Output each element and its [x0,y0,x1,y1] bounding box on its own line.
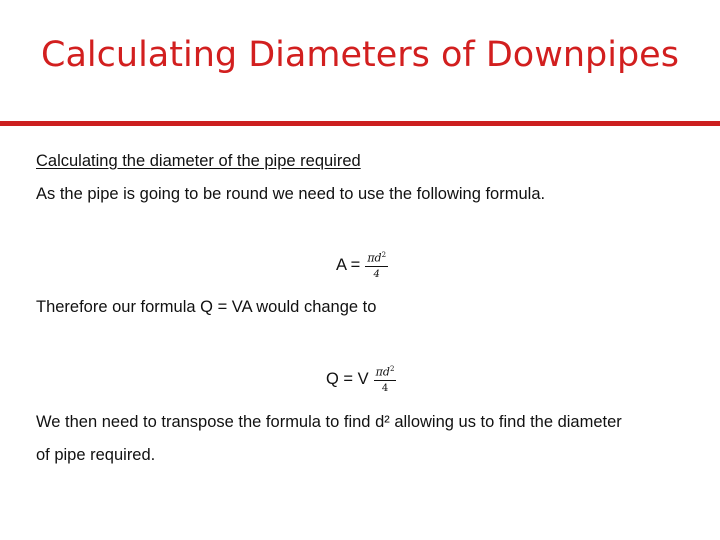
conclusion-text-line-1: We then need to transpose the formula to find d² allowing us to find the diameter [36,413,622,431]
area-formula-fraction [365,252,388,280]
area-formula-denominator: 4 [373,268,380,280]
flow-numerator-exponent: 2 [389,365,395,373]
transition-text: Therefore our formula Q = VA would change to [36,298,377,316]
flow-formula [326,366,396,394]
area-formula-numerator [365,252,388,266]
area-formula [336,252,388,280]
flow-numerator-text: πd [375,365,390,379]
intro-text: As the pipe is going to be round we need to use the following formula. [36,185,546,203]
area-numerator-text: πd [367,251,382,265]
title-divider [0,121,720,126]
flow-formula-fraction [374,366,397,394]
flow-formula-denominator: 4 [381,382,389,394]
slide-title: Calculating Diameters of Downpipes [41,35,679,75]
section-heading: Calculating the diameter of the pipe required [36,152,361,170]
flow-formula-numerator [374,366,397,380]
area-formula-lhs: A = [336,256,361,275]
area-numerator-exponent: 2 [381,251,387,259]
conclusion-text-line-2: of pipe required. [36,446,156,464]
flow-formula-lhs: Q = V [326,370,369,389]
